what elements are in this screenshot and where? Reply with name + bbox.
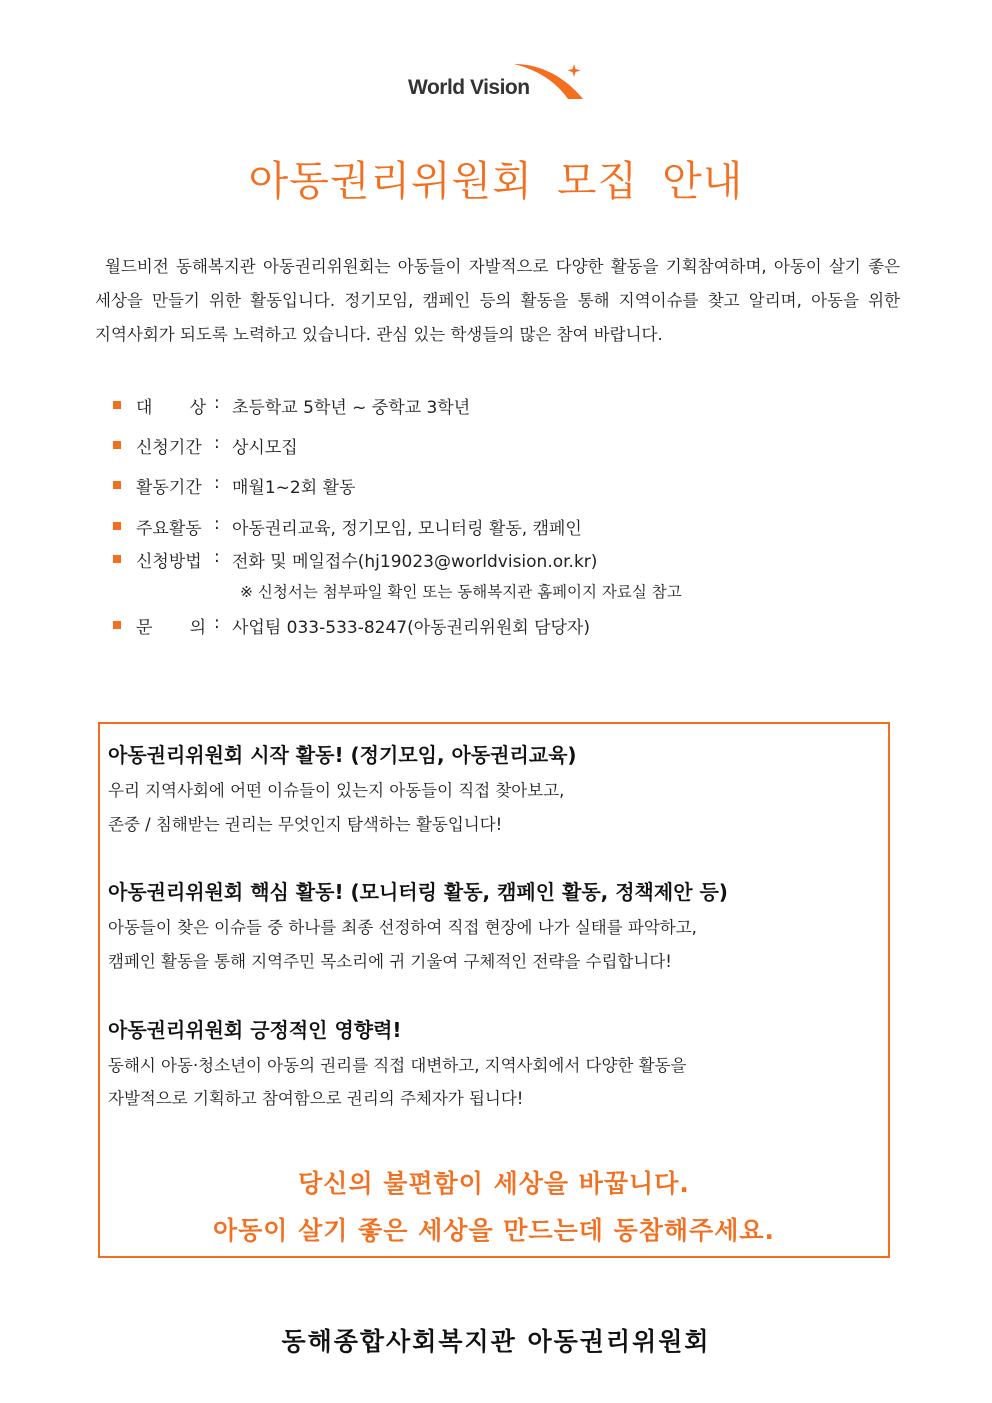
- activities-box: [98, 722, 890, 1258]
- apply-note: ※ 신청서는 첨부파일 확인 또는 동해복지관 홈페이지 자료실 참고: [240, 583, 682, 601]
- bullet-square-icon: [113, 401, 121, 409]
- page-title: 아동권리위원회 모집 안내: [248, 157, 744, 205]
- item-label: 신청방법: [136, 552, 202, 572]
- logo-swoosh-icon: [508, 60, 584, 100]
- section-heading: 아동권리위원회 긍정적인 영향력!: [108, 1018, 402, 1042]
- item-colon: :: [214, 433, 220, 453]
- item-value: 전화 및 메일접수(hj19023@worldvision.or.kr): [232, 552, 598, 572]
- item-value: 매월1~2회 활동: [232, 478, 356, 498]
- intro-paragraph: [95, 250, 900, 352]
- item-label: [136, 393, 206, 418]
- item-colon: :: [214, 547, 220, 567]
- item-label-part: 대: [136, 398, 153, 418]
- section-heading: 아동권리위원회 핵심 활동! (모니터링 활동, 캠페인 활동, 정책제안 등): [108, 880, 728, 904]
- section-text: 아동들이 찾은 이슈들 중 하나를 최종 선정하여 직접 현장에 나가 실태를 파악하고,: [108, 918, 697, 937]
- item-label-part: 문: [136, 618, 153, 638]
- item-value: 아동권리교육, 정기모임, 모니터링 활동, 캠페인: [232, 519, 582, 539]
- section-text: 동해시 아동·청소년이 아동의 권리를 직접 대변하고, 지역사회에서 다양한 활동을: [108, 1056, 687, 1075]
- item-label: 활동기간: [136, 478, 202, 498]
- section-heading: 아동권리위원회 시작 활동! (정기모임, 아동권리교육): [108, 743, 577, 767]
- section-text: 존중 / 침해받는 권리는 무엇인지 탐색하는 활동입니다!: [108, 815, 503, 834]
- item-colon: :: [214, 473, 220, 493]
- logo-text: World Vision: [408, 76, 530, 99]
- item-colon: :: [214, 613, 220, 633]
- bullet-square-icon: [113, 555, 121, 563]
- intro-text: 월드비전 동해복지관 아동권리위원회는 아동들이 자발적으로 다양한 활동을 기획참여하며, 아동이 살기 좋은 세상을 만들기 위한 활동입니다. 정기모임, 캠페인 등의 활동을 통해 지역이슈를 찾고 알리며, 아동을 위한 지역사회가 되도록 노력하고 있습니다. 관심 있는 학생들의 많은 참여 바랍니다.: [95, 257, 900, 344]
- item-label: 신청기간: [136, 438, 202, 458]
- section-text: 우리 지역사회에 어떤 이슈들이 있는지 아동들이 직접 찾아보고,: [108, 781, 565, 800]
- bullet-square-icon: [113, 481, 121, 489]
- section-text: 자발적으로 기획하고 참여함으로 권리의 주체자가 됩니다!: [108, 1089, 524, 1108]
- item-label: 주요활동: [136, 519, 202, 539]
- item-label-part: 상: [189, 398, 206, 418]
- item-label: [136, 613, 206, 638]
- item-label-part: 의: [189, 618, 206, 638]
- section-text: 캠페인 활동을 통해 지역주민 목소리에 귀 기울여 구체적인 전략을 수립합니다!: [108, 952, 672, 971]
- slogan-line: 아동이 살기 좋은 세상을 만드는데 동참해주세요.: [212, 1216, 776, 1245]
- item-value: 초등학교 5학년 ~ 중학교 3학년: [232, 398, 471, 418]
- bullet-square-icon: [113, 522, 121, 530]
- slogan-line: 당신의 불편함이 세상을 바꿉니다.: [298, 1169, 690, 1198]
- item-value: 사업팀 033-533-8247(아동권리위원회 담당자): [232, 618, 590, 638]
- bullet-square-icon: [113, 621, 121, 629]
- bullet-square-icon: [113, 441, 121, 449]
- world-vision-logo: [408, 60, 588, 104]
- item-colon: :: [214, 393, 220, 413]
- item-colon: :: [214, 514, 220, 534]
- footer-organization: 동해종합사회복지관 아동권리위원회: [281, 1327, 711, 1356]
- item-value: 상시모집: [232, 438, 298, 458]
